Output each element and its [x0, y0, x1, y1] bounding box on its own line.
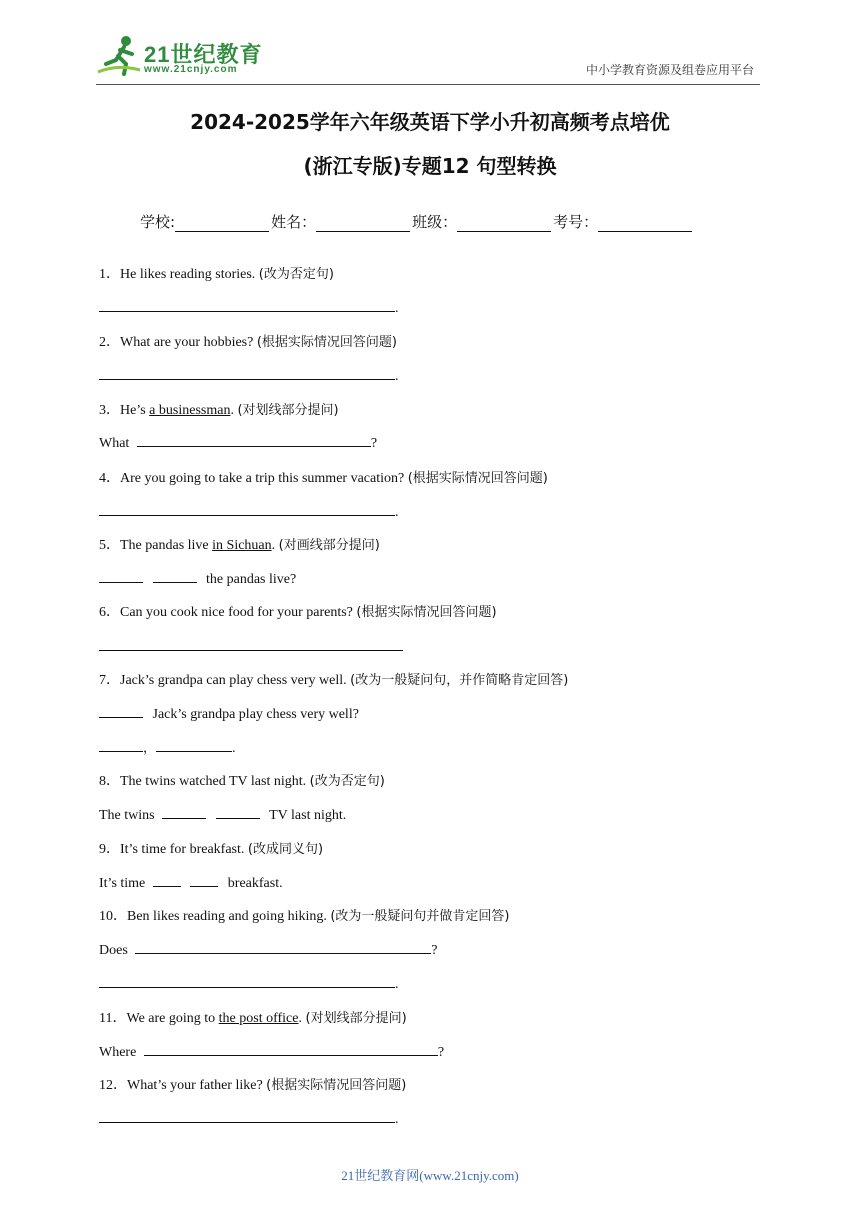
page-footer[interactable]: 21世纪教育网(www.21cnjy.com) — [341, 1168, 519, 1183]
question-instruction: (改为一般疑问句，并作简略肯定回答) — [350, 673, 569, 688]
underlined-phrase: a businessman — [149, 403, 231, 418]
name-blank[interactable] — [316, 215, 410, 232]
answer-blank-1[interactable] — [162, 804, 206, 819]
question-instruction: (改成同义句) — [247, 842, 324, 857]
exam-no-blank[interactable] — [598, 215, 692, 232]
answer-period: . — [395, 1112, 399, 1127]
question-text: 3．He’s — [99, 403, 150, 418]
question-text-end: . — [298, 1011, 306, 1026]
question-text: 7．Jack’s grandpa can play chess very well. — [99, 673, 351, 688]
question-instruction: (根据实际情况回答问题) — [407, 471, 548, 486]
question-8 — [99, 770, 385, 790]
question-11 — [99, 1007, 407, 1027]
answer-line-7b — [99, 737, 236, 757]
question-text: 1．He likes reading stories. — [99, 267, 259, 282]
answer-period: . — [395, 977, 399, 992]
answer-blank-1[interactable] — [153, 872, 181, 887]
question-text: 8．The twins watched TV last night. — [99, 774, 310, 789]
question-text: 6．Can you cook nice food for your parents? — [99, 605, 357, 620]
answer-prefix: It’s time — [99, 876, 146, 891]
answer-end: ? — [370, 436, 378, 451]
question-text: 4．Are you going to take a trip this summer vacation? — [99, 471, 408, 486]
answer-blank[interactable] — [135, 939, 431, 954]
question-instruction: (对划线部分提问) — [305, 1011, 407, 1026]
answer-end: ? — [437, 1045, 445, 1060]
answer-blank[interactable] — [99, 703, 143, 718]
logo-url: www.21cnjy.com — [144, 64, 238, 75]
question-instruction: (根据实际情况回答问题) — [356, 605, 497, 620]
question-text: 11．We are going to — [99, 1011, 219, 1026]
answer-line-11 — [99, 1041, 444, 1061]
answer-period: . — [395, 369, 399, 384]
answer-period: . — [232, 741, 236, 756]
answer-line-3 — [99, 432, 377, 452]
school-blank[interactable] — [175, 215, 269, 232]
underlined-phrase: in Sichuan — [212, 538, 272, 553]
question-instruction: (根据实际情况回答问题) — [256, 335, 397, 350]
page-title: 2024-2025学年六年级英语下学小升初高频考点培优 — [190, 110, 670, 134]
answer-suffix: the pandas live? — [206, 572, 297, 587]
school-label: 学校: — [140, 213, 176, 231]
answer-line-4 — [99, 501, 399, 521]
runner-logo-icon — [96, 34, 142, 78]
question-12 — [99, 1074, 406, 1094]
answer-line-8 — [99, 804, 346, 824]
answer-blank-1[interactable] — [99, 737, 143, 752]
answer-end: ? — [431, 943, 438, 958]
answer-suffix: breakfast. — [227, 876, 283, 891]
class-blank[interactable] — [457, 215, 551, 232]
answer-blank[interactable] — [99, 636, 403, 651]
question-instruction: (对划线部分提问) — [237, 403, 339, 418]
class-label: 班级： — [412, 213, 458, 231]
answer-line-2 — [99, 365, 399, 385]
answer-period: . — [395, 301, 399, 316]
question-text: 12．What’s your father like? — [99, 1078, 267, 1093]
question-instruction: (根据实际情况回答问题) — [266, 1078, 407, 1093]
answer-line-10b — [99, 973, 399, 993]
question-9 — [99, 838, 323, 858]
answer-blank[interactable] — [144, 1041, 438, 1056]
question-3 — [99, 399, 339, 419]
question-instruction: (对画线部分提问) — [278, 538, 380, 553]
answer-line-12 — [99, 1108, 399, 1128]
answer-suffix: TV last night. — [269, 808, 347, 823]
question-text: 2．What are your hobbies? — [99, 335, 257, 350]
page-header — [0, 0, 860, 90]
question-6 — [99, 601, 497, 621]
question-text-end: . — [230, 403, 238, 418]
platform-label: 中小学教育资源及组卷应用平台 — [585, 63, 754, 77]
answer-blank[interactable] — [137, 432, 371, 447]
exam-no-label: 考号： — [553, 213, 599, 231]
answer-period: . — [395, 505, 399, 520]
answer-blank[interactable] — [99, 1108, 395, 1123]
answer-line-5 — [99, 568, 296, 588]
question-text-end: . — [271, 538, 279, 553]
answer-line-1 — [99, 297, 399, 317]
answer-blank-1[interactable] — [99, 568, 143, 583]
question-2 — [99, 331, 397, 351]
answer-blank[interactable] — [99, 973, 395, 988]
answer-blank[interactable] — [99, 297, 395, 312]
question-10 — [99, 905, 510, 925]
question-instruction: (改为一般疑问句并做肯定回答) — [330, 909, 510, 924]
question-text: 10．Ben likes reading and going hiking. — [99, 909, 331, 924]
page-subtitle: (浙江专版)专题12 句型转换 — [303, 154, 557, 178]
question-5 — [99, 534, 380, 554]
answer-line-6 — [99, 636, 403, 656]
answer-line-9 — [99, 872, 283, 892]
answer-blank-2[interactable] — [156, 737, 232, 752]
underlined-phrase: the post office — [218, 1011, 299, 1026]
answer-prefix: The twins — [99, 808, 155, 823]
answer-blank[interactable] — [99, 365, 395, 380]
answer-line-10a — [99, 939, 438, 959]
answer-comma: ， — [143, 741, 157, 756]
answer-prefix: What — [99, 436, 130, 451]
logo — [96, 34, 266, 78]
question-4 — [99, 467, 548, 487]
answer-blank-2[interactable] — [153, 568, 197, 583]
answer-prefix: Where — [99, 1045, 137, 1060]
answer-prefix: Does — [99, 943, 128, 958]
question-instruction: (改为否定句) — [309, 774, 385, 789]
logo-text: 21世纪教育 — [144, 42, 263, 67]
answer-line-7a — [99, 703, 359, 723]
answer-blank-2[interactable] — [190, 872, 218, 887]
question-text: 9．It’s time for breakfast. — [99, 842, 248, 857]
answer-blank[interactable] — [99, 501, 395, 516]
question-instruction: (改为否定句) — [258, 267, 334, 282]
question-1 — [99, 263, 334, 283]
question-7 — [99, 669, 568, 689]
header-divider — [96, 84, 760, 85]
student-info-row — [140, 211, 694, 232]
question-text: 5．The pandas live — [99, 538, 213, 553]
name-label: 姓名： — [271, 213, 317, 231]
answer-suffix: Jack’s grandpa play chess very well? — [152, 707, 359, 722]
answer-blank-2[interactable] — [216, 804, 260, 819]
